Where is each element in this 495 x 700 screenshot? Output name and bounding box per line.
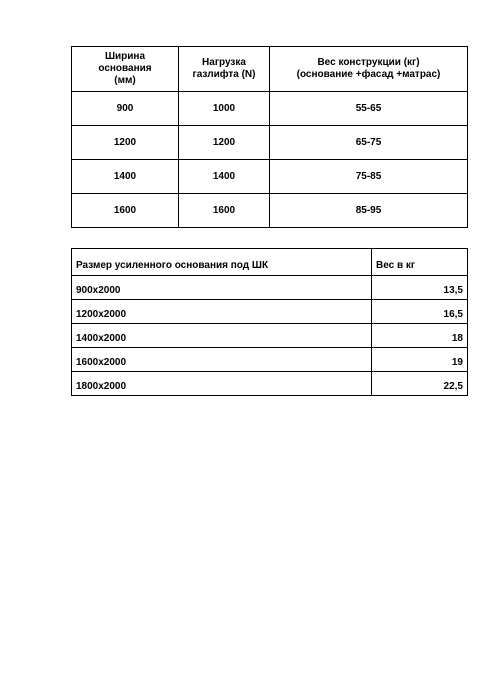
header-line: (мм) bbox=[114, 75, 136, 86]
cell-width: 1400 bbox=[72, 160, 179, 194]
cell-weight: 19 bbox=[372, 348, 468, 372]
cell-weight: 22,5 bbox=[372, 372, 468, 396]
table-row bbox=[72, 194, 468, 228]
header-gaslift-load bbox=[179, 47, 270, 92]
cell-weight: 55-65 bbox=[270, 92, 468, 126]
table-row bbox=[72, 372, 468, 396]
cell-load: 1400 bbox=[179, 160, 270, 194]
header-base-size: Размер усиленного основания под ШК bbox=[72, 249, 372, 276]
header-line: Нагрузка bbox=[202, 57, 246, 68]
table-row bbox=[72, 160, 468, 194]
cell-load: 1600 bbox=[179, 194, 270, 228]
header-line: газлифта (N) bbox=[192, 69, 256, 80]
gaslift-load-table bbox=[71, 46, 468, 228]
reinforced-base-weight-table bbox=[71, 248, 468, 396]
cell-weight: 85-95 bbox=[270, 194, 468, 228]
cell-size: 1400x2000 bbox=[72, 324, 372, 348]
header-line: Вес конструкции (кг) bbox=[317, 57, 420, 68]
cell-weight: 18 bbox=[372, 324, 468, 348]
table-row bbox=[72, 348, 468, 372]
header-weight-kg: Вес в кг bbox=[372, 249, 468, 276]
cell-weight: 75-85 bbox=[270, 160, 468, 194]
header-line: (основание +фасад +матрас) bbox=[296, 69, 441, 80]
cell-width: 1600 bbox=[72, 194, 179, 228]
cell-load: 1000 bbox=[179, 92, 270, 126]
cell-size: 1200x2000 bbox=[72, 300, 372, 324]
table-header-row bbox=[72, 47, 468, 92]
table-row bbox=[72, 92, 468, 126]
table-header-row bbox=[72, 249, 468, 276]
cell-weight: 65-75 bbox=[270, 126, 468, 160]
cell-size: 1800x2000 bbox=[72, 372, 372, 396]
cell-weight: 13,5 bbox=[372, 276, 468, 300]
cell-size: 900x2000 bbox=[72, 276, 372, 300]
header-line: Ширина bbox=[104, 51, 146, 62]
header-construction-weight bbox=[270, 47, 468, 92]
table-row bbox=[72, 276, 468, 300]
header-base-width bbox=[72, 47, 179, 92]
cell-size: 1600x2000 bbox=[72, 348, 372, 372]
table-row bbox=[72, 300, 468, 324]
cell-width: 1200 bbox=[72, 126, 179, 160]
header-line: основания bbox=[98, 63, 152, 74]
cell-load: 1200 bbox=[179, 126, 270, 160]
cell-width: 900 bbox=[72, 92, 179, 126]
table-row bbox=[72, 324, 468, 348]
cell-weight: 16,5 bbox=[372, 300, 468, 324]
table-row bbox=[72, 126, 468, 160]
